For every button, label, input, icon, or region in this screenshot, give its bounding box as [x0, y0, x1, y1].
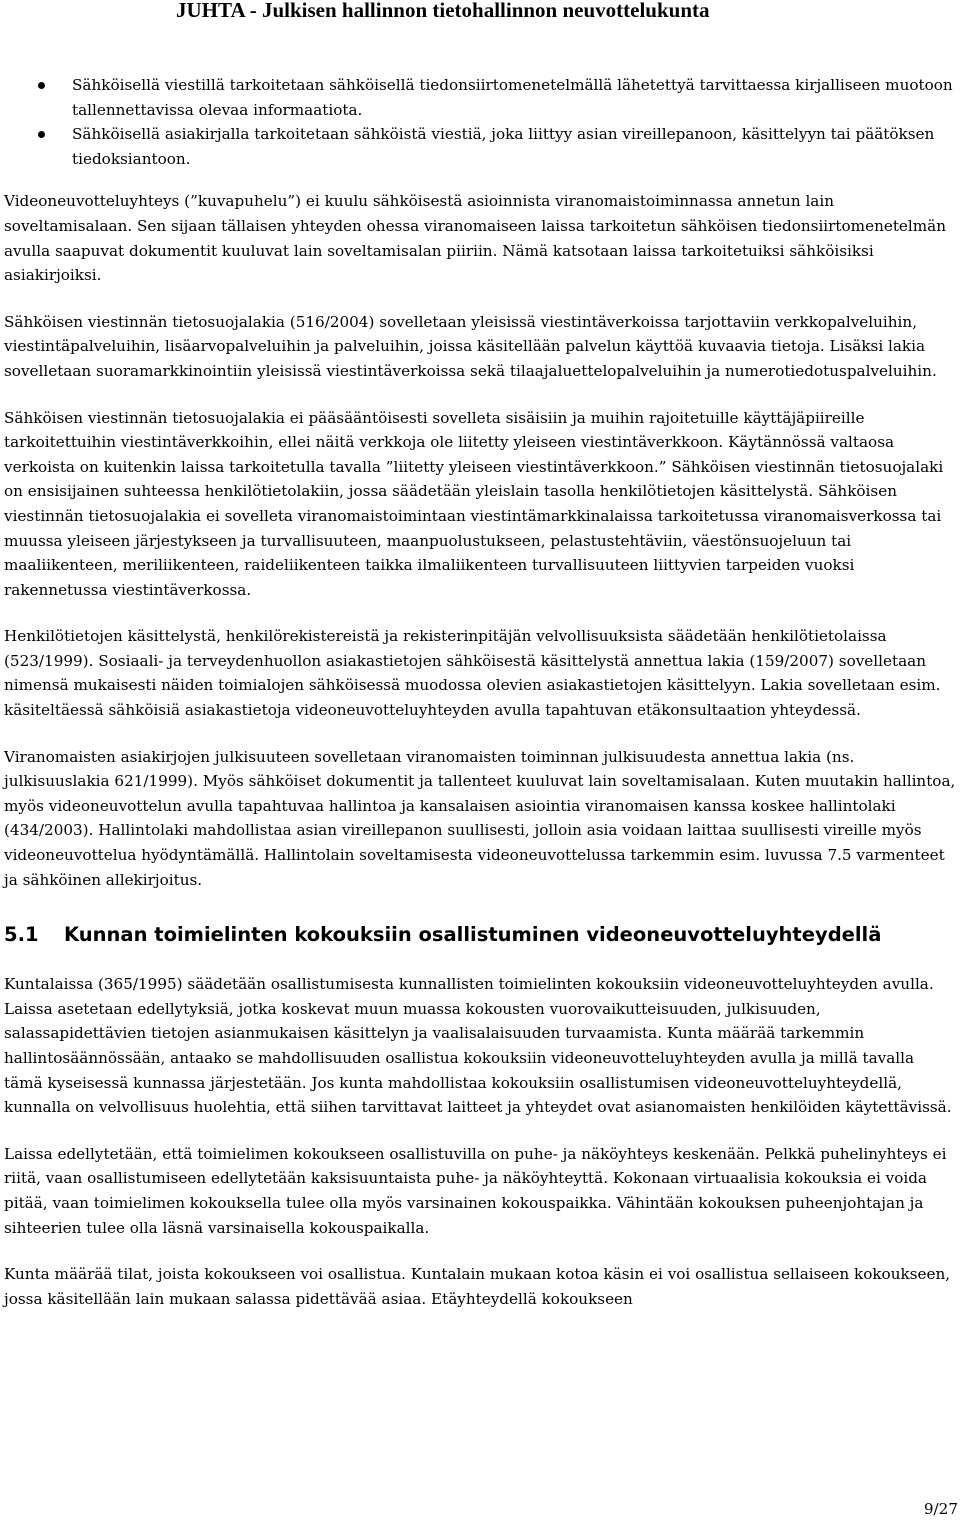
- list-item: [4, 73, 956, 122]
- bullet-text: Sähköisellä viestillä tarkoitetaan sähköisellä tiedonsiirtomenetelmällä lähetettyä tarvittaessa kirjalliseen muotoon tallennettavissa olevaa informaatiota.: [72, 76, 953, 119]
- paragraph: Kuntalaissa (365/1995) säädetään osallistumisesta kunnallisten toimielinten kokouksiin videoneuvotteluyhteyden avulla. Laissa asetetaan edellytyksiä, jotka koskevat muun muassa kokousten vuorovaikutteisuuden, julkisuuden, salassapidettävien tietojen asianmukaisen käsittelyn ja vaalisalaisuuden turvaamista. Kunta määrää tarkemmin hallintosäännössään, antaako se mahdollisuuden osallistua kokouksiin videoneuvotteluyhteyden avulla ja millä tavalla tämä kyseisessä kunnassa järjestetään. Jos kunta mahdollistaa kokouksiin osallistumisen videoneuvotteluyhteydellä, kunnalla on velvollisuus huolehtia, että siihen tarvittavat laitteet ja yhteydet ovat asianomaisten henkilöiden käytettävissä.: [4, 975, 952, 1117]
- list-item: [4, 122, 956, 171]
- section-number: 5.1: [4, 923, 39, 947]
- bullet-icon: [38, 82, 45, 89]
- page-number: 9/27: [923, 1500, 958, 1518]
- paragraph: Sähköisen viestinnän tietosuojalakia (516/2004) sovelletaan yleisissä viestintäverkoissa tarjottaviin verkkopalveluihin, viestintäpalveluihin, lisäarvopalveluihin ja palveluihin, joissa käsitellään palvelun käyttöä kuvaavia tietoja. Lisäksi lakia sovelletaan suoramarkkinointiin yleisissä viestintäverkoissa sekä tilaajaluettelopalveluihin ja numerotiedotuspalveluihin.: [4, 312, 937, 380]
- paragraph: Sähköisen viestinnän tietosuojalakia ei pääsääntöisesti sovelleta sisäisiin ja muihin rajoitetuille käyttäjäpiireille tarkoitettuihin viestintäverkkoihin, ellei näitä verkkoja ole liitetty yleiseen viestintäverkkoon. Käytännössä valtaosa verkoista on kuitenkin laissa tarkoitetulla tavalla ”liitetty yleiseen viestintäverkkoon.” Sähköisen viestinnän tietosuojalaki on ensisijainen suhteessa henkilötietolakiin, jossa säädetään yleislain tasolla henkilötietojen käsittelystä. Sähköisen viestinnän tietosuojalakia ei sovelleta viranomaistoimintaan viestintämarkkinalaissa tarkoitetussa viranomaisverkossa tai muussa yleiseen järjestykseen ja turvallisuuteen, maanpuolustukseen, pelastustehtäviin, väestönsuojeluun tai maaliikenteen, meriliikenteen, raideliikenteen taikka ilmaliikenteen turvallisuuteen liittyvien tarpeiden vuoksi rakennetussa viestintäverkossa.: [4, 408, 944, 599]
- paragraph: Laissa edellytetään, että toimielimen kokoukseen osallistuvilla on puhe- ja näköyhteys keskenään. Pelkkä puhelinyhteys ei riitä, vaan osallistumiseen edellytetään kaksisuuntaista puhe- ja näköyhteyttä. Kokonaan virtuaalisia kokouksia ei voida pitää, vaan toimielimen kokouksella tulee olla myös varsinainen kokouspaikka. Vähintään kokouksen puheenjohtajan ja sihteerien tulee olla läsnä varsinaisella kokouspaikalla.: [4, 1144, 947, 1237]
- paragraph: Viranomaisten asiakirjojen julkisuuteen sovelletaan viranomaisten toiminnan julkisuudesta annettua lakia (ns. julkisuuslakia 621/1999). Myös sähköiset dokumentit ja tallenteet kuuluvat lain soveltamisalaan. Kuten muutakin hallintoa, myös videoneuvottelun avulla tapahtuvaa hallintoa ja kansalaisen asiointia viranomaisen kanssa koskee hallintolaki (434/2003). Hallintolaki mahdollistaa asian vireillepanon suullisesti, jolloin asia voidaan laittaa suullisesti vireille myös videoneuvottelua hyödyntämällä. Hallintolain soveltamisesta videoneuvottelussa tarkemmin esim. luvussa 7.5 varmenteet ja sähköinen allekirjoitus.: [4, 747, 956, 889]
- bullet-icon: [38, 131, 45, 138]
- document-body: [4, 73, 956, 1333]
- paragraph: Henkilötietojen käsittelystä, henkilörekistereistä ja rekisterinpitäjän velvollisuuksista säädetään henkilötietolaissa (523/1999). Sosiaali- ja terveydenhuollon asiakastietojen sähköisestä käsittelystä annettua lakia (159/2007) sovelletaan nimensä mukaisesti näiden toimialojen sähköisessä muodossa olevien asiakastietojen käsittelyyn. Lakia sovelletaan esim. käsiteltäessä sähköisiä asiakastietoja videoneuvotteluyhteyden avulla tapahtuvan etäkonsultaation yhteydessä.: [4, 627, 941, 720]
- section-title: Kunnan toimielinten kokouksiin osallistuminen videoneuvotteluyhteydellä: [64, 923, 882, 947]
- page-header: JUHTA - Julkisen hallinnon tietohallinnon neuvottelukunta: [176, 0, 710, 22]
- paragraph: Kunta määrää tilat, joista kokoukseen voi osallistua. Kuntalain mukaan kotoa käsin ei voi osallistua sellaiseen kokoukseen, jossa käsitellään lain mukaan salassa pidettävää asiaa. Etäyhteydellä kokoukseen: [4, 1265, 951, 1308]
- bullet-text: Sähköisellä asiakirjalla tarkoitetaan sähköistä viestiä, joka liittyy asian vireillepanoon, käsittelyyn tai päätöksen tiedoksiantoon.: [72, 125, 935, 168]
- paragraph: Videoneuvotteluyhteys (”kuvapuhelu”) ei kuulu sähköisestä asioinnista viranomaistoiminnassa annetun lain soveltamisalaan. Sen sijaan tällaisen yhteyden ohessa viranomaiseen laissa tarkoitetun sähköisen tiedonsiirtomenetelmän avulla saapuvat dokumentit kuuluvat lain soveltamisalan piiriin. Nämä katsotaan laissa tarkoitetuiksi sähköisiksi asiakirjoiksi.: [4, 192, 947, 285]
- section-heading: [4, 922, 956, 948]
- bullet-list: [4, 73, 956, 171]
